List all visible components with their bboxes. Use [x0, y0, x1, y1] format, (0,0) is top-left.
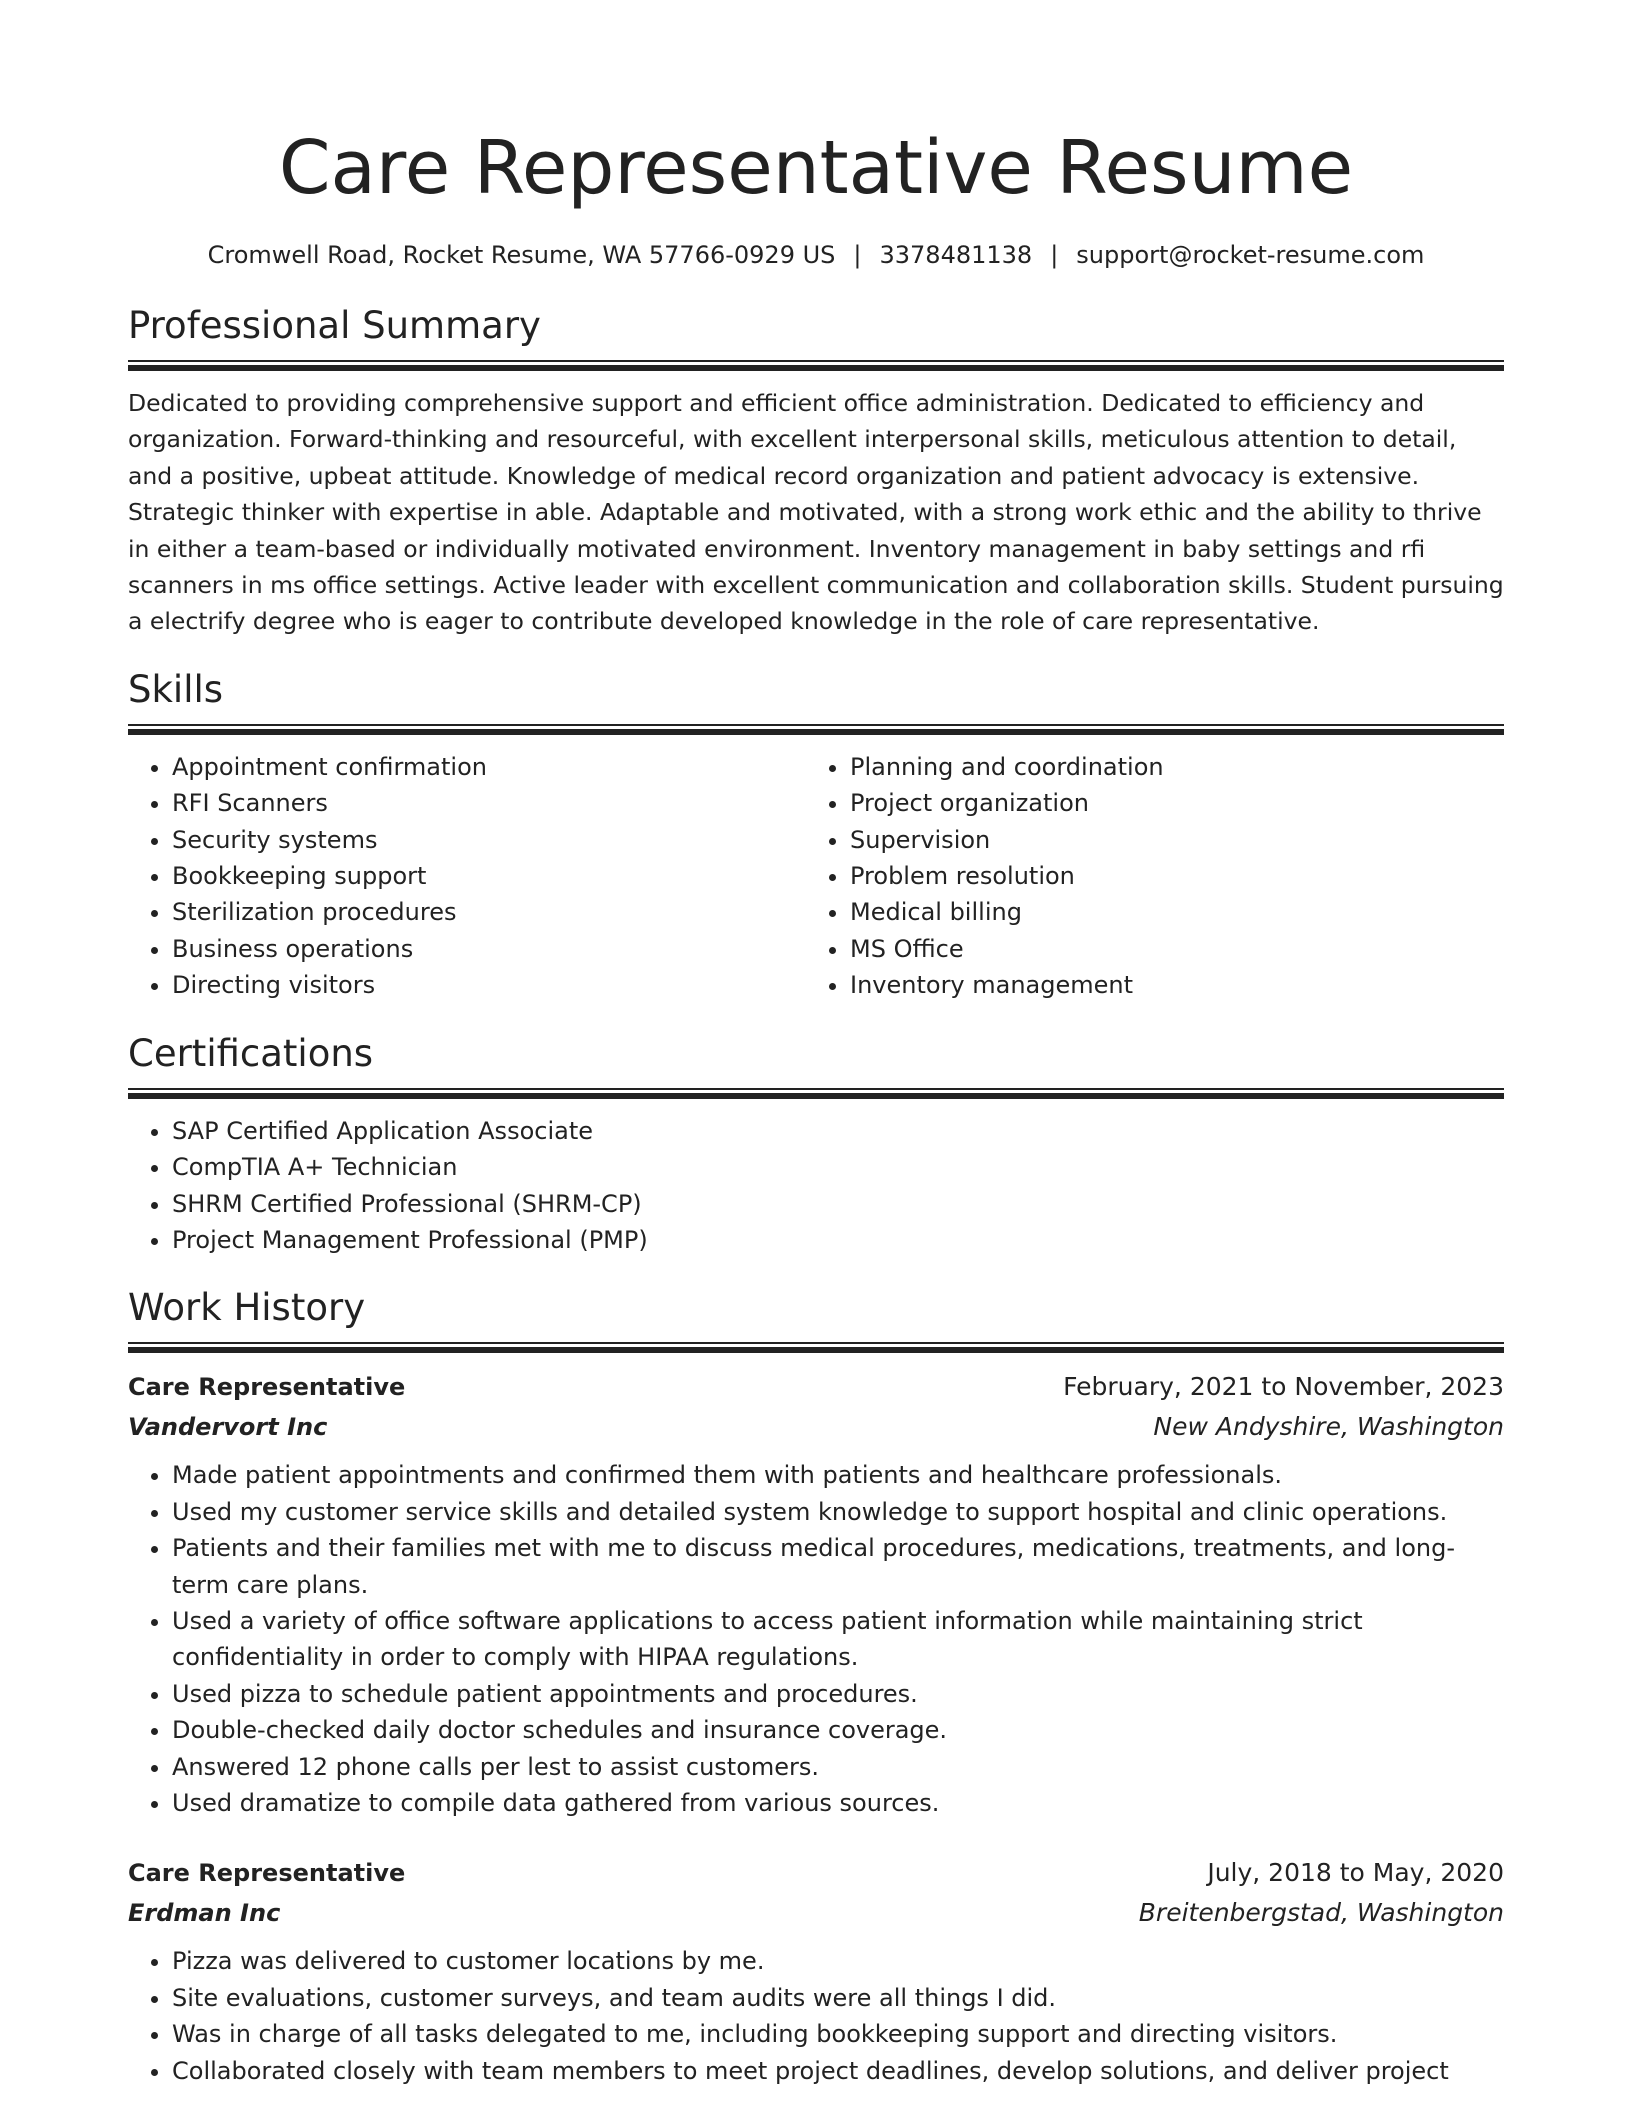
job-title: Care Representative [128, 1373, 406, 1402]
certification-item: • Project Management Professional (PMP) [172, 1222, 1504, 1258]
job-location: Breitenbergstad, Washington [1138, 1898, 1504, 1928]
summary-section [128, 302, 1504, 640]
section-heading-certifications: Certifications [128, 1031, 374, 1075]
job-bullet: • Patients and their families met with me to discuss medical procedures, medications, treatments, and long-term care plans. [172, 1530, 1504, 1603]
section-heading-skills: Skills [128, 667, 224, 711]
certification-item: • SHRM Certified Professional (SHRM-CP) [172, 1186, 1504, 1222]
job-bullet: • Collaborated closely with team members to meet project deadlines, develop solutions, and deliver project [172, 2053, 1504, 2089]
skill-item: • RFI Scanners [172, 785, 806, 821]
skill-item: • Inventory management [850, 967, 1484, 1003]
skill-item: • Appointment confirmation [172, 749, 806, 785]
job-header-row [128, 1853, 1504, 1893]
job-company-row [128, 1893, 1504, 1933]
certification-item: • SAP Certified Application Associate [172, 1113, 1504, 1149]
contact-email: support@rocket-resume.com [1076, 241, 1425, 269]
skill-item: • Project organization [850, 785, 1484, 821]
certification-item: • CompTIA A+ Technician [172, 1149, 1504, 1185]
resume-page [128, 0, 1504, 2089]
job-company-row [128, 1407, 1504, 1447]
skill-item: • Supervision [850, 822, 1484, 858]
certifications-section [128, 1030, 1504, 1259]
skill-item: • Medical billing [850, 894, 1484, 930]
contact-phone: 3378481138 [879, 241, 1033, 269]
skill-item: • Planning and coordination [850, 749, 1484, 785]
certifications-list [128, 1113, 1504, 1259]
job-dates: February, 2021 to November, 2023 [1063, 1372, 1504, 1402]
job-entry [128, 1367, 1504, 1821]
job-bullet: • Used pizza to schedule patient appointments and procedures. [172, 1676, 1504, 1712]
skill-item: • Security systems [172, 822, 806, 858]
job-bullet: • Used a variety of office software applications to access patient information while maintaining strict confidentiality in order to comply with HIPAA regulations. [172, 1603, 1504, 1676]
job-bullet: • Pizza was delivered to customer locations by me. [172, 1943, 1504, 1979]
job-bullet: • Answered 12 phone calls per lest to assist customers. [172, 1749, 1504, 1785]
job-title: Care Representative [128, 1859, 406, 1888]
skill-item: • Bookkeeping support [172, 858, 806, 894]
job-entry [128, 1853, 1504, 2089]
job-location: New Andyshire, Washington [1153, 1412, 1504, 1442]
skill-item: • Problem resolution [850, 858, 1484, 894]
section-divider [128, 1342, 1504, 1353]
skills-section [128, 666, 1504, 1004]
job-header-row [128, 1367, 1504, 1407]
skills-columns [128, 749, 1504, 1004]
skills-list-right [806, 749, 1484, 1004]
section-divider [128, 360, 1504, 371]
job-bullet: • Was in charge of all tasks delegated to me, including bookkeeping support and directing visitors. [172, 2016, 1504, 2052]
section-heading-work-history: Work History [128, 1286, 366, 1330]
job-bullet: • Used dramatize to compile data gathered from various sources. [172, 1785, 1504, 1821]
job-dates: July, 2018 to May, 2020 [1207, 1858, 1504, 1888]
contact-address: Cromwell Road, Rocket Resume, WA 57766-0929 US [207, 241, 836, 269]
job-bullet: • Site evaluations, customer surveys, and team audits were all things I did. [172, 1980, 1504, 2016]
contact-separator: | [1050, 241, 1059, 269]
skill-item: • Business operations [172, 931, 806, 967]
job-bullet: • Made patient appointments and confirmed them with patients and healthcare professionals. [172, 1457, 1504, 1493]
section-divider [128, 1088, 1504, 1099]
job-company: Vandervort Inc [128, 1413, 328, 1442]
summary-text: Dedicated to providing comprehensive support and efficient office administration. Dedicated to efficiency and organization. Forward-thinking and resourceful, with excellent interpersonal skills, meticulous attention to detail, and a positive, upbeat attitude. Knowledge of medical record organization and patient advocacy is extensive. Strategic thinker with expertise in able. Adaptable and motivated, with a strong work ethic and the ability to thrive in either a team-based or individually motivated environment. Inventory management in baby settings and rfi scanners in ms office settings. Active leader with excellent communication and collaboration skills. Student pursuing a electrify degree who is eager to contribute developed knowledge in the role of care representative. [128, 389, 1504, 636]
skills-list-left [128, 749, 806, 1004]
skill-item: • Directing visitors [172, 967, 806, 1003]
skill-item: • Sterilization procedures [172, 894, 806, 930]
skill-item: • MS Office [850, 931, 1484, 967]
job-bullets [128, 1943, 1504, 2089]
work-history-section [128, 1284, 1504, 2089]
job-bullet: • Used my customer service skills and detailed system knowledge to support hospital and clinic operations. [172, 1494, 1504, 1530]
job-company: Erdman Inc [128, 1899, 281, 1928]
section-heading-summary: Professional Summary [128, 304, 541, 347]
resume-title: Care Representative Resume [278, 125, 1354, 211]
section-divider [128, 724, 1504, 735]
contact-line [128, 238, 1504, 272]
job-bullet: • Double-checked daily doctor schedules and insurance coverage. [172, 1712, 1504, 1748]
job-bullets [128, 1457, 1504, 1821]
contact-separator: | [853, 241, 862, 269]
